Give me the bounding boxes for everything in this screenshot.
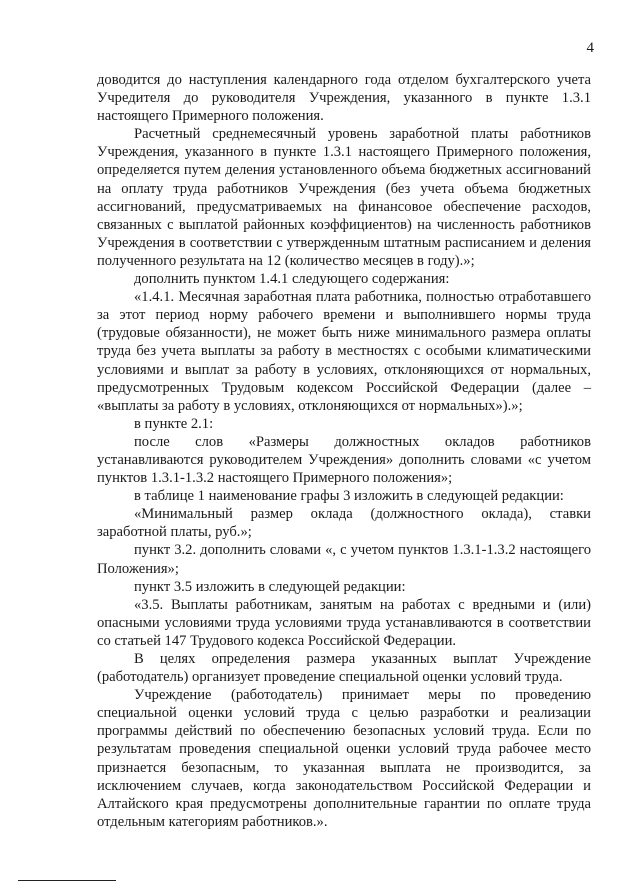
- paragraph: в таблице 1 наименование графы 3 изложить в следующей редакции:: [134, 488, 564, 505]
- paragraph: В целях определения размера указанных выплат Учреждение (работодатель) организует проведение специальной оценки условий труда.: [97, 651, 591, 686]
- document-body: [97, 71, 591, 831]
- paragraph: доводится до наступления календарного года отделом бухгалтерского учета Учредителя до руководителя Учреждения, указанного в пункте 1.3.1 настоящего Примерного положения.: [97, 72, 591, 125]
- footer-divider: [18, 880, 116, 881]
- page-number: 4: [586, 40, 594, 56]
- paragraph: «3.5. Выплаты работникам, занятым на работах с вредными и (или) опасными условиями труда условиями труда устанавливаются в соответствии со статьей 147 Трудового кодекса Российской Федерации.: [97, 596, 591, 649]
- paragraph: Расчетный среднемесячный уровень заработной платы работников Учреждения, указанного в пункте 1.3.1 настоящего Примерного положения, определяется путем деления установленного объема бюджетных ассигнований на оплату труда работников Учреждения (без учета объема бюджетных ассигнований, предусматриваемых на финансовое обеспечение расходов, связанных с выплатой районных коэффициентов) на численность работников Учреждения в соответствии с утвержденным штатным расписанием и деления полученного результата на 12 (количество месяцев в году).»;: [97, 126, 591, 269]
- paragraph: в пункте 2.1:: [134, 415, 214, 432]
- paragraph: пункт 3.2. дополнить словами «, с учетом пунктов 1.3.1-1.3.2 настоящего Положения»;: [97, 542, 591, 577]
- paragraph: дополнить пунктом 1.4.1 следующего содержания:: [134, 271, 450, 288]
- paragraph: пункт 3.5 изложить в следующей редакции:: [134, 578, 406, 595]
- paragraph: «Минимальный размер оклада (должностного оклада), ставки заработной платы, руб.»;: [97, 506, 591, 541]
- paragraph: Учреждение (работодатель) принимает меры по проведению специальной оценки условий труда с целью разработки и реализации программы действий по обеспечению безопасных условий труда. Если по результатам проведения специальной оценки условий труда рабочее место признается безопасным, то указанная выплата не производится, за исключением случаев, когда законодательством Российской Федерации и Алтайского края предусмотрены дополнительные гарантии по оплате труда отдельным категориям работников.».: [97, 687, 591, 830]
- paragraph: после слов «Размеры должностных окладов работников устанавливаются руководителем Учреждения» дополнить словами «с учетом пунктов 1.3.1-1.3.2 настоящего Примерного положения»;: [97, 433, 591, 487]
- paragraph: «1.4.1. Месячная заработная плата работника, полностью отработавшего за этот период норму рабочего времени и выполнившего нормы труда (трудовые обязанности), не может быть ниже минимального размера оплаты труда без учета выплаты за работу в местностях с особыми климатическими условиями и выплат за работу в условиях, отклоняющихся от нормальных, предусмотренных Трудовым кодексом Российской Федерации (далее – «выплаты за работу в условиях, отклоняющихся от нормальных»).»;: [97, 289, 591, 414]
